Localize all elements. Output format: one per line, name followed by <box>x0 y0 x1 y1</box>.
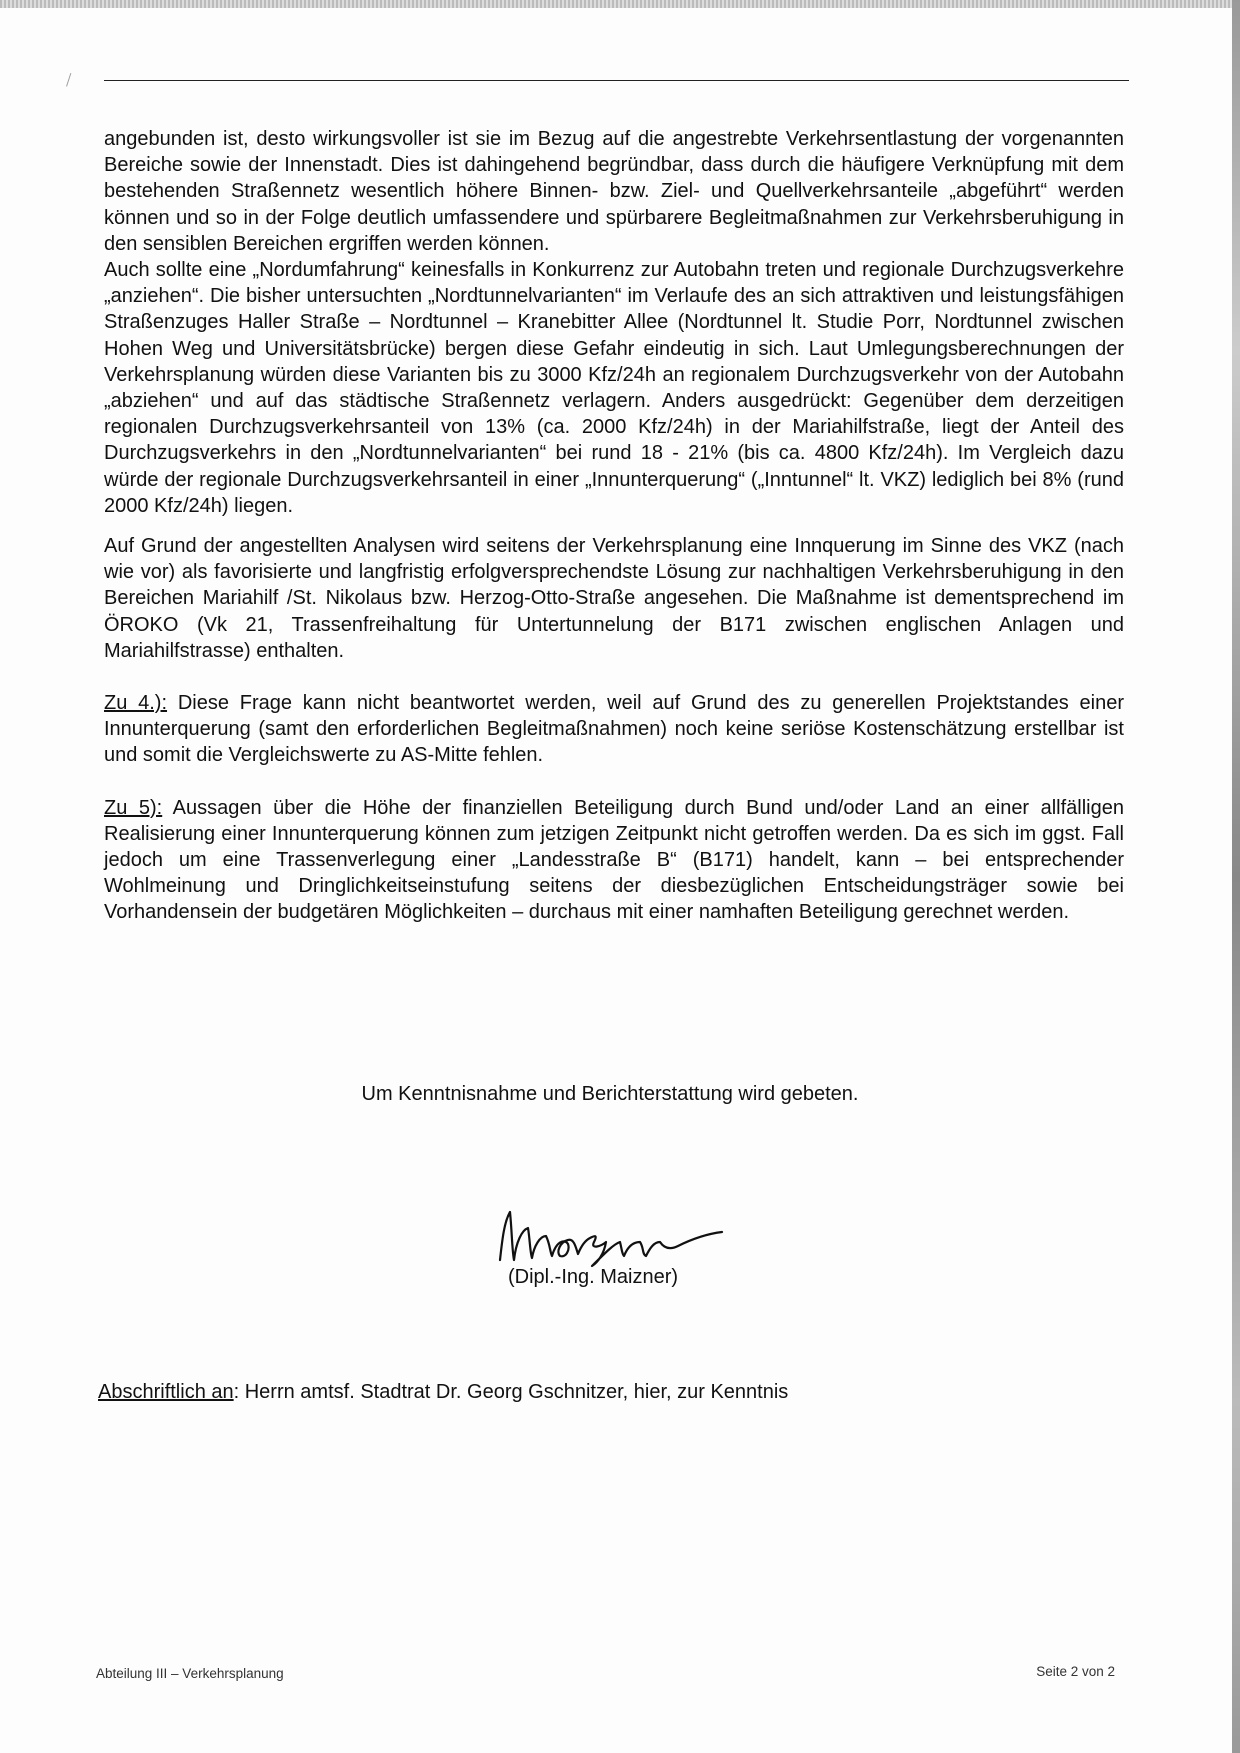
signer-name: (Dipl.-Ing. Maizner) <box>508 1266 679 1288</box>
footer-page-number: Seite 2 von 2 <box>1036 1664 1115 1679</box>
cc-text: : Herrn amtsf. Stadtrat Dr. Georg Gschnitzer, hier, zur Kenntnis <box>233 1381 789 1403</box>
cc-label: Abschriftlich an <box>98 1381 234 1403</box>
handwritten-signature <box>494 1202 734 1272</box>
closing-line: Um Kenntnisnahme und Berichterstattung wird gebeten. <box>361 1083 859 1105</box>
answer-4 <box>104 690 1124 769</box>
document-body <box>104 126 1124 926</box>
answer-5-label: Zu 5): <box>104 796 163 819</box>
footer-department: Abteilung III – Verkehrsplanung <box>96 1666 284 1681</box>
paragraph-innquerung: Auf Grund der angestellten Analysen wird seitens der Verkehrsplanung eine Innquerung im Sinne des VKZ (nach wie vor) als favorisierte und langfristig erfolgversprechendste Lösung zur nachhaltigen Verkehrsberuhigung in den Bereichen Mariahilf /St. Nikolaus bzw. Herzog-Otto-Straße angesehen. Die Maßnahme ist dementsprechend im ÖROKO (Vk 21, Trassenfreihaltung für Untertunnelung der B171 zwischen englischen Anlagen und Mariahilfstrasse) enthalten. <box>104 535 1124 662</box>
scan-edge-top <box>0 0 1240 8</box>
answer-5 <box>104 795 1124 926</box>
answer-5-text: Aussagen über die Höhe der finanziellen Beteiligung durch Bund und/oder Land an einer allfälligen Realisierung einer Innunterquerung können zum jetzigen Zeitpunkt nicht getroffen werden. Da es sich im ggst. Fall jedoch um eine Trassenverlegung einer „Landesstraße B“ (B171) handelt, kann – bei entsprechender Wohlmeinung und Dringlichkeitseinstufung seitens der diesbezüglichen Entscheidungsträger sowie bei Vorhandensein der budgetären Möglichkeiten – durchaus mit einer namhaften Beteiligung gerechnet werden. <box>104 796 1124 924</box>
scan-edge-right <box>1232 0 1240 1753</box>
answer-4-text: Diese Frage kann nicht beantwortet werden, weil auf Grund des zu generellen Projektstandes einer Innunterquerung (samt den erforderlichen Begleitmaßnahmen) noch keine seriöse Kostenschätzung erstellbar ist und somit die Vergleichswerte zu AS-Mitte fehlen. <box>104 692 1125 767</box>
copy-recipient <box>98 1381 788 1404</box>
pen-mark <box>66 73 79 89</box>
answer-4-label: Zu 4.): <box>104 692 168 715</box>
paragraph-continuation: angebunden ist, desto wirkungsvoller ist sie im Bezug auf die angestrebte Verkehrsentlastung der vorgenannten Bereiche sowie der Innenstadt. Dies ist dahingehend begründbar, dass durch die häufigere Verknüpfung mit dem bestehenden Straßennetz wesentlich höhere Binnen- bzw. Ziel- und Quellverkehrsanteile „abgeführt“ werden können und so in der Folge deutlich umfassendere und spürbarere Begleitmaßnahmen zur Verkehrsberuhigung in den sensiblen Bereichen ergriffen werden können. <box>104 128 1124 255</box>
paragraph-nordumfahrung: Auch sollte eine „Nordumfahrung“ keinesfalls in Konkurrenz zur Autobahn treten und regionale Durchzugsverkehre „anziehen“. Die bisher untersuchten „Nordtunnelvarianten“ im Verlaufe des an sich attraktiven und leistungsfähigen Straßenzuges Haller Straße – Nordtunnel – Kranebitter Allee (Nordtunnel lt. Studie Porr, Nordtunnel zwischen Hohen Weg und Universitätsbrücke) bergen diese Gefahr eindeutig in sich. Laut Umlegungsberechnungen der Verkehrsplanung würden diese Varianten bis zu 3000 Kfz/24h an regionalem Durchzugsverkehr von der Autobahn „abziehen“ und auf das städtische Straßennetz verlagern. Anders ausgedrückt: Gegenüber dem derzeitigen regionalen Durchzugsverkehrsanteil von 13% (ca. 2000 Kfz/24h) in der Mariahilfstraße, liegt der Anteil des Durchzugsverkehrs in den „Nordtunnelvarianten“ bei rund 18 - 21% (bis ca. 4800 Kfz/24h). Im Vergleich dazu würde der regionale Durchzugsverkehrsanteil in einer „Innunterquerung“ („Inntunnel“ lt. VKZ) lediglich bei 8% (rund 2000 Kfz/24h) liegen. <box>104 259 1124 517</box>
header-rule <box>104 80 1129 81</box>
